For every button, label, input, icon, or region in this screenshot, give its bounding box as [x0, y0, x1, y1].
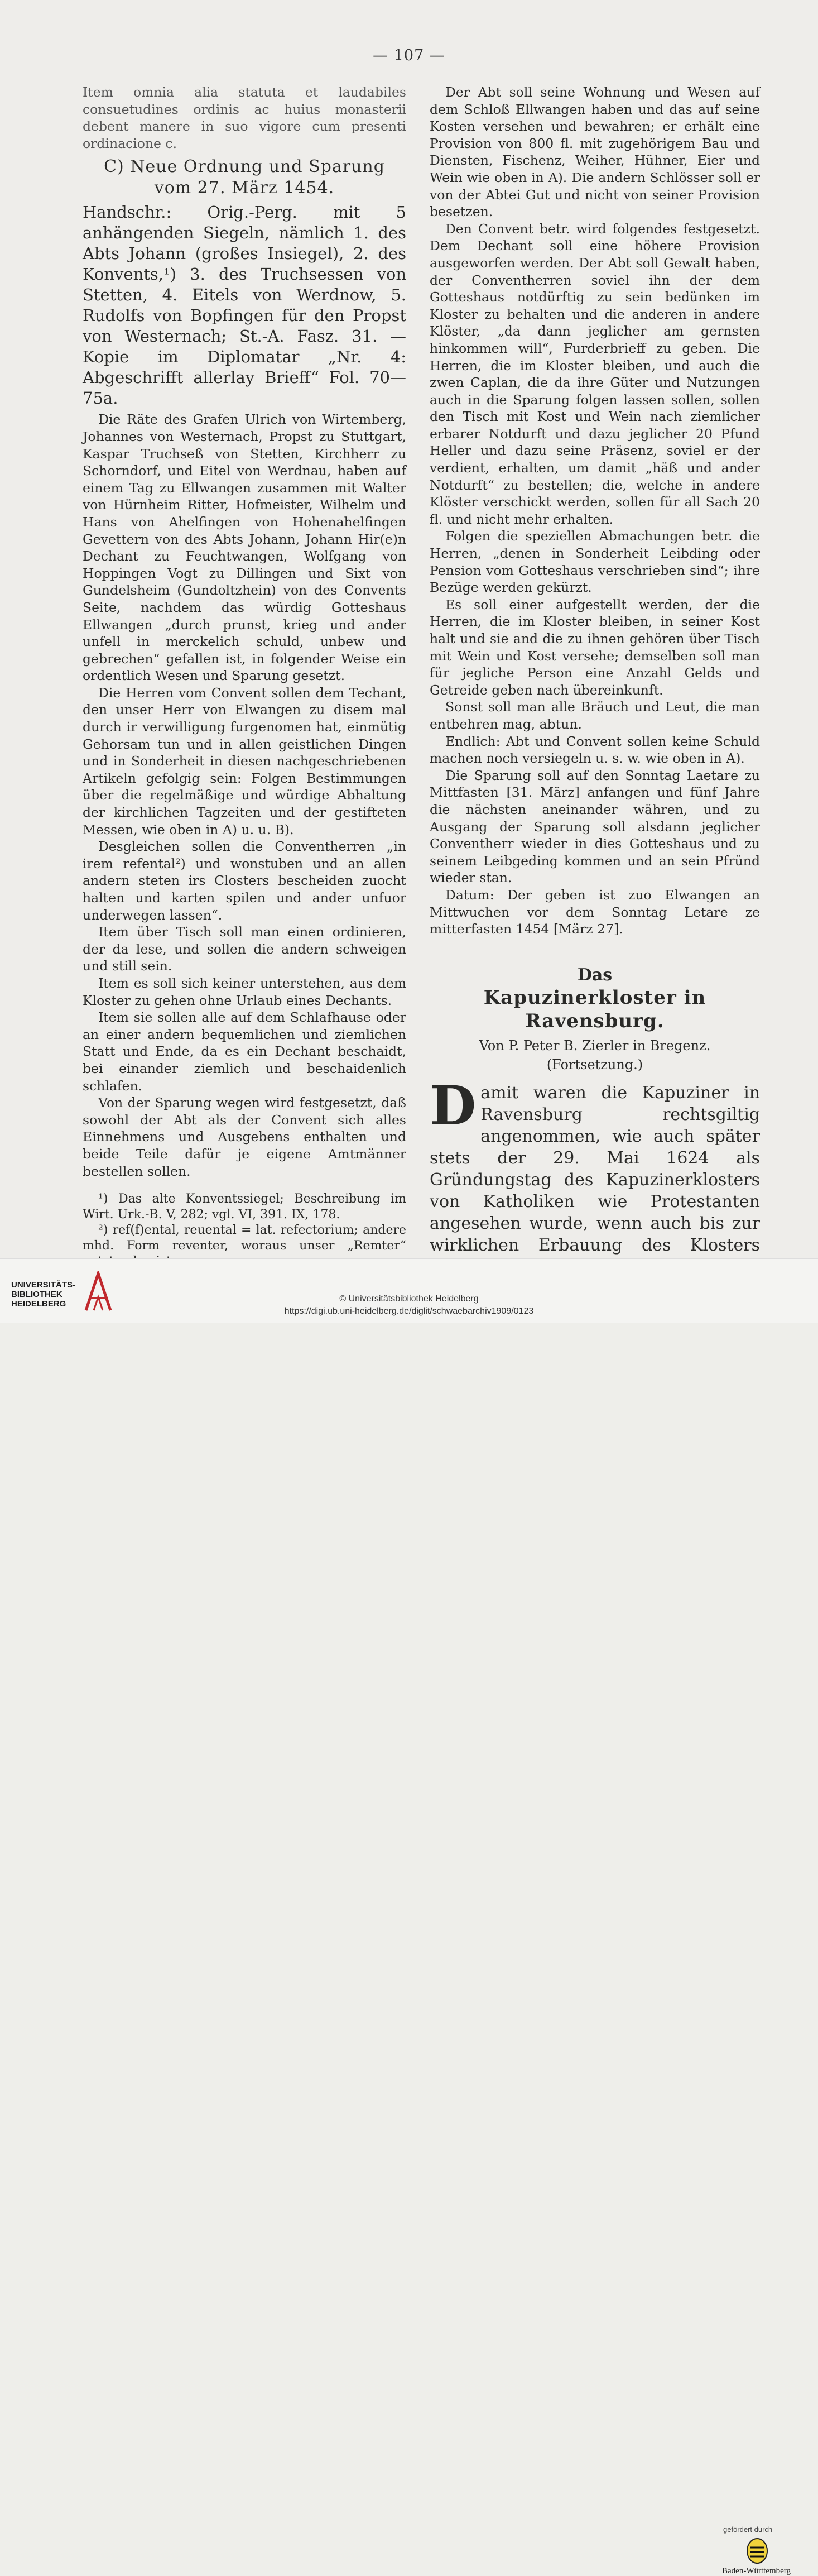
library-name-line: UNIVERSITÄTS- — [11, 1280, 76, 1290]
paragraph: Die Räte des Grafen Ulrich von Wirtemberg, Johannes von Westernach, Propst zu Stuttgart, Kaspar Truchseß von Stetten, Kirchherr zu Schorndorf, und Eitel von Werdnau, haben auf einem Tag zu Ellwangen zusammen mit Walter von Hürnheim Ritter, Hofmeister, Wilhelm und Hans von Ahelfingen von Hohenahelfingen Gevettern von des Abts Johann, Johann Hir(e)n Dechant zu Feuchtwangen, Wolfgang von Hoppingen Vogt zu Dillingen und Sixt von Gundelsheim (Gundoltzhein) von des Convents Seite, nachdem das würdig Gotteshaus Ellwangen „durch prunst, krieg und ander unfell in merckelich schuld, unbew und gebrechen“ gefallen ist, in folgender Weise ein ordentlich Wesen und Sparung gesetzt. — [83, 411, 406, 684]
paragraph: Item es soll sich keiner unterstehen, aus dem Kloster zu gehen ohne Urlaub eines Dechants. — [83, 975, 406, 1008]
state-coat-of-arms-icon — [746, 2537, 768, 2564]
copyright-text: © Universitätsbibliothek Heidelberg — [339, 1294, 479, 1304]
paragraph: Endlich: Abt und Convent sollen keine Schuld machen noch versiegeln u. s. w. wie oben in A). — [430, 733, 760, 767]
drop-cap: D — [430, 1074, 477, 1137]
article-title: Kapuzinerkloster in Ravensburg. — [483, 986, 706, 1032]
source-note: Handschr.: Orig.-Perg. mit 5 anhängenden Siegeln, nämlich 1. des Abts Johann (großes Insiegel), 2. des Konvents,¹) 3. des Truchsessen von Stetten, 4. Eitels von Werdnow, 5. Rudolfs von Bopfingen für den Propst von Westernach; St.-A. Fasz. 31. — Kopie im Diplomatar „Nr. 4: Abgeschrifft allerlay Brieff“ Fol. 70—75a. — [83, 203, 406, 408]
library-name-line: HEIDELBERG — [11, 1299, 66, 1309]
paragraph: Folgen die speziellen Abmachungen betr. die Herren, „denen in Sonderheit Leibding oder Pension vom Gotteshaus verschrieben sind“; ihre Bezüge werden gekürzt. — [430, 528, 760, 596]
continuation-note: (Fortsetzung.) — [546, 1056, 643, 1072]
paragraph: Item sie sollen alle auf dem Schlafhause oder an einer andern bequemlichen und ziemlichen Statt und Ende, da es ein Dechant beschaidt, bei einander ziemlich und beschaidenlich schlafen. — [83, 1009, 406, 1094]
paragraph: Der Abt soll seine Wohnung und Wesen auf dem Schloß Ellwangen haben und das auf seine Kosten versehen und bewahren; er erhält eine Provision von 800 fl. mit zugehörigem Bau und Diensten, Fischenz, Weiher, Hühner, Eier und Wein wie oben in A). Die andern Schlösser soll er von der Abtei Gut und nicht von seiner Provision besetzen. — [430, 84, 760, 220]
article-title-prefix: Das — [577, 965, 613, 985]
sponsor-name: Baden-Württemberg — [722, 2567, 791, 2575]
library-name-line: BIBLIOTHEK — [11, 1290, 62, 1299]
paragraph: Es soll einer aufgestellt werden, der die Herren, die im Kloster bleiben, in seiner Kost halt und sie and die zu ihnen gehören über Tisch mit Wein und Kost versehe; demselben soll man für jegliche Person eine Anzahl Gelds und Getreide geben nach übereinkunft. — [430, 596, 760, 698]
paragraph: Datum: Der geben ist zuo Elwangen an Mittwuchen vor dem Sonntag Letare ze mitterfasten 1454 [März 27]. — [430, 887, 760, 937]
latin-paragraph: Item omnia alia statuta et laudabiles consuetudines ordinis ac huius monasterii debent manere in suo vigore cum presenti ordinacione c. — [83, 84, 406, 151]
section-heading: C) Neue Ordnung und Sparung vom 27. März 1454. — [104, 157, 385, 198]
page-number: — 107 — — [373, 47, 445, 64]
right-column — [430, 84, 760, 1300]
scanned-page — [0, 0, 818, 1258]
article-body-text: amit waren die Kapuziner in Ravensburg rechtsgiltig angenommen, wie auch später stets der 29. Mai 1624 als Gründungstag des Kapuzinerklosters von Katholiken wie Protestanten angesehen wurde, wenn auch bis zur wirklichen Erbauung des Klosters — [430, 1083, 760, 1255]
paragraph: Den Convent betr. wird folgendes festgesetzt. Dem Dechant soll eine höhere Provision ausgeworfen werden. Der Abt soll Gewalt haben, der Conventherren soviel ihn der dem Gotteshaus notdürftig zu sein bedünken im Kloster zu behalten und die anderen in andere Klöster, „da dann jeglicher am gernsten hinkommen will“, Furderbrieff zu geben. Die Herren, die im Kloster bleiben, und auch die zwen Caplan, die da ihre Güter und Nutzungen auch in die Sparung folgen lassen sollen, sollen den Tisch mit Kost und Wein nach ziemlicher erbarer Notdurft und dazu jeglicher 20 Pfund Heller und dazu seine Präsenz, soviel er der verdient, erhalten, um damit „häß und ander Notdurft“ zu bestellen; die, welche in andere Klöster verschickt werden, sollen für all Sach 20 fl. und nicht mehr erhalten. — [430, 221, 760, 527]
paragraph: Die Sparung soll auf den Sonntag Laetare zu Mittfasten [31. März] anfangen und fünf Jahre die nächsten aneinander währen, und zu Ausgang der Sparung soll alsdann jeglicher Conventherr wieder in dies Gotteshaus und zu seinem Leibgeding kommen und an sein Pfründ wieder stan. — [430, 767, 760, 886]
permalink-url[interactable]: https://digi.ub.uni-heidelberg.de/diglit/schwaebarchiv1909/0123 — [284, 1306, 534, 1316]
footnote: ²) ref(f)ental, reuental = lat. refectorium; andere mhd. Form reventer, woraus unser „Remter“ — [83, 1223, 406, 1253]
paragraph: Desgleichen sollen die Conventherren „in irem refental²) und wonstuben und an allen andern steten irs Closters bescheiden zuocht halten und karten spilen und ander unfuor underwegen lassen“. — [83, 839, 406, 923]
left-column — [83, 84, 406, 1270]
paragraph: Item über Tisch soll man einen ordinieren, der da lese, und sollen die andern schweigen und still sein. — [83, 924, 406, 974]
footnote: ¹) Das alte Konventssiegel; Beschreibung im Wirt. Urk.-B. V, 282; vgl. VI, 391. IX, 178. — [83, 1192, 406, 1222]
sponsor-label: gefördert durch — [723, 2525, 773, 2534]
paragraph: Sonst soll man alle Bräuch und Leut, die man entbehren mag, abtun. — [430, 699, 760, 732]
paragraph: Die Herren vom Convent sollen dem Techant, den unser Herr von Elwangen zu disem mal durch ir verwilligung furgenomen hat, einmütig Gehorsam tun und in allen geistlichen Dingen und in Sonderheit in diesen nachgeschriebenen Artikeln gefolgig sein: Folgen Bestimmungen über die regelmäßige und würdige Abhaltung der kirchlichen Tagzeiten und der gestifteten Messen, wie oben in A) u. u. B). — [83, 684, 406, 837]
paragraph: Von der Sparung wegen wird festgesetzt, daß sowohl der Abt als der Convent sich alles Einnehmens und Ausgebens enthalten und beide Teile dafür je eigene Amtmänner bestellen sollen. — [83, 1095, 406, 1179]
article-author: Von P. Peter B. Zierler in Bregenz. — [479, 1037, 711, 1054]
